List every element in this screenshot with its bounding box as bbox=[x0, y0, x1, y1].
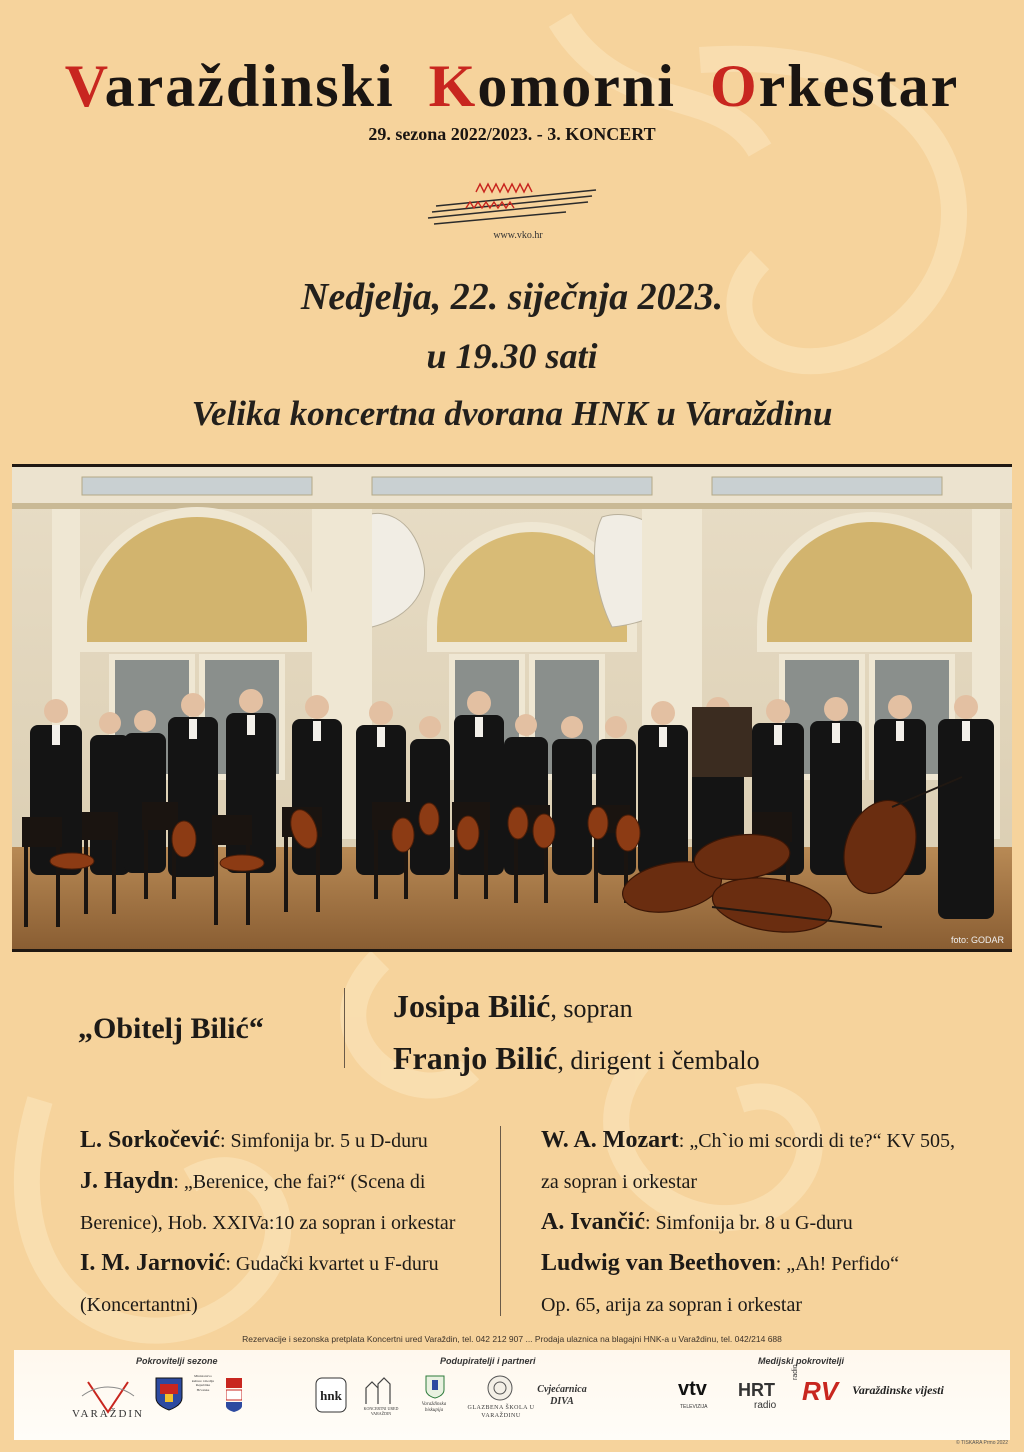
vtv-subtitle: TELEVIZIJA bbox=[680, 1404, 708, 1410]
performer-name: Josipa Bilić bbox=[393, 988, 551, 1024]
work-title: : „Berenice, che fai?“ (Scena di bbox=[173, 1171, 426, 1193]
composer-name: W. A. Mozart bbox=[541, 1127, 679, 1153]
varazdinske-vijesti-logo: Varaždinske vijesti bbox=[852, 1383, 944, 1397]
composer-name: Ludwig van Beethoven bbox=[541, 1250, 776, 1276]
music-school-logo-icon bbox=[486, 1374, 514, 1402]
koncertni-ured-logo-icon bbox=[362, 1374, 398, 1408]
event-venue: Velika koncertna dvorana HNK u Varaždinu bbox=[191, 394, 833, 433]
work-title: : „Ah! Perfido“ bbox=[775, 1253, 899, 1275]
program-line bbox=[80, 1161, 455, 1202]
biskupija-logo-icon bbox=[424, 1374, 446, 1400]
koncertni-ured-text: KONCERTNI URED VARAŽDIN bbox=[363, 1406, 399, 1416]
website-url: www.vko.hr bbox=[493, 230, 543, 241]
ensemble-name: „Obitelj Bilić“ bbox=[78, 1012, 264, 1045]
program-line bbox=[541, 1120, 955, 1161]
concert-hall-illustration bbox=[12, 467, 1012, 949]
work-title: : Gudački kvartet u F-duru bbox=[225, 1253, 439, 1275]
orchestra-photo bbox=[12, 464, 1012, 952]
orchestra-title bbox=[0, 52, 1024, 121]
music-school-text: GLAZBENA ŠKOLA U VARAŽDINU bbox=[467, 1405, 535, 1419]
ministry-logo-icon bbox=[226, 1378, 242, 1412]
title-word-2: omorni bbox=[477, 53, 676, 119]
vtv-logo-text: vtv bbox=[678, 1378, 707, 1400]
program-line bbox=[541, 1284, 955, 1325]
photo-credit: foto: GODAR bbox=[950, 935, 1004, 945]
rv-radio-logo: RV bbox=[802, 1376, 839, 1406]
rv-radio-subtitle: radio bbox=[792, 1364, 799, 1380]
media-heading: Medijski pokrovitelji bbox=[758, 1356, 845, 1366]
varazdin-city-name: VARAŽDIN bbox=[71, 1408, 145, 1420]
work-title: (Koncertantni) bbox=[80, 1294, 198, 1316]
performer-conductor bbox=[393, 1040, 760, 1077]
program-left-column bbox=[80, 1120, 455, 1325]
reservation-info: Rezervacije i sezonska pretplata Koncertni ured Varaždin, tel. 042 212 907 ... Prodaja ulaznica na blagajni HNK-a u Varaždinu, tel. 042/214 688 bbox=[242, 1334, 782, 1344]
florist-text: Cvjećarnica DIVA bbox=[537, 1384, 587, 1407]
divider-line bbox=[500, 1126, 501, 1316]
program-line bbox=[80, 1284, 455, 1325]
program-line bbox=[80, 1120, 455, 1161]
vtv-logo bbox=[678, 1378, 707, 1401]
title-initial-o: O bbox=[709, 53, 759, 119]
program-line bbox=[541, 1202, 955, 1243]
title-word-3: rkestar bbox=[758, 53, 960, 119]
work-title: : Simfonija br. 8 u G-duru bbox=[645, 1212, 853, 1234]
hrt-radio-subtitle: radio bbox=[754, 1400, 777, 1411]
work-title: : „Ch`io mi scordi di te?“ KV 505, bbox=[678, 1130, 956, 1152]
performer-soprano bbox=[393, 988, 633, 1025]
vko-logo bbox=[426, 172, 606, 232]
performer-role: , dirigent i čembalo bbox=[557, 1046, 760, 1075]
program-right-column bbox=[541, 1120, 955, 1325]
printer-credit: © TISKARA Prmo 2022 bbox=[956, 1440, 1008, 1446]
divider-line bbox=[344, 988, 345, 1068]
work-title: : Simfonija br. 5 u D-duru bbox=[219, 1130, 428, 1152]
performer-role: , sopran bbox=[550, 994, 633, 1023]
work-title: za sopran i orkestar bbox=[541, 1171, 698, 1193]
program-line bbox=[541, 1161, 955, 1202]
work-title: Op. 65, arija za sopran i orkestar bbox=[541, 1294, 803, 1316]
hnk-theatre-logo-icon bbox=[314, 1376, 348, 1414]
composer-name: A. Ivančić bbox=[541, 1209, 645, 1235]
hrt-radio-logo: HRT bbox=[738, 1380, 775, 1400]
county-coat-of-arms-icon bbox=[154, 1376, 184, 1412]
title-initial-v: V bbox=[64, 53, 105, 119]
sponsors-heading: Pokrovitelji sezone bbox=[136, 1356, 218, 1366]
composer-name: L. Sorkočević bbox=[80, 1127, 220, 1153]
composer-name: I. M. Jarnović bbox=[80, 1250, 226, 1276]
performer-name: Franjo Bilić bbox=[393, 1040, 558, 1076]
ministry-text: Ministarstvo kulture i medija Republike Hrvatske bbox=[191, 1374, 215, 1392]
program-line bbox=[541, 1243, 955, 1284]
event-date: Nedjelja, 22. siječnja 2023. bbox=[300, 276, 724, 318]
biskupija-text: Varaždinska biskupija bbox=[421, 1402, 447, 1413]
title-word-1: araždinski bbox=[104, 53, 395, 119]
title-initial-k: K bbox=[428, 53, 478, 119]
svg-text:hnk: hnk bbox=[320, 1388, 342, 1403]
event-time: u 19.30 sati bbox=[426, 336, 598, 376]
work-title: Berenice), Hob. XXIVa:10 za sopran i orkestar bbox=[80, 1212, 456, 1234]
supporters-heading: Podupiratelji i partneri bbox=[440, 1356, 536, 1366]
composer-name: J. Haydn bbox=[80, 1168, 174, 1194]
season-subtitle: 29. sezona 2022/2023. - 3. KONCERT bbox=[368, 124, 656, 144]
program-line bbox=[80, 1202, 455, 1243]
sponsors-strip bbox=[14, 1350, 1010, 1440]
program-line bbox=[80, 1243, 455, 1284]
